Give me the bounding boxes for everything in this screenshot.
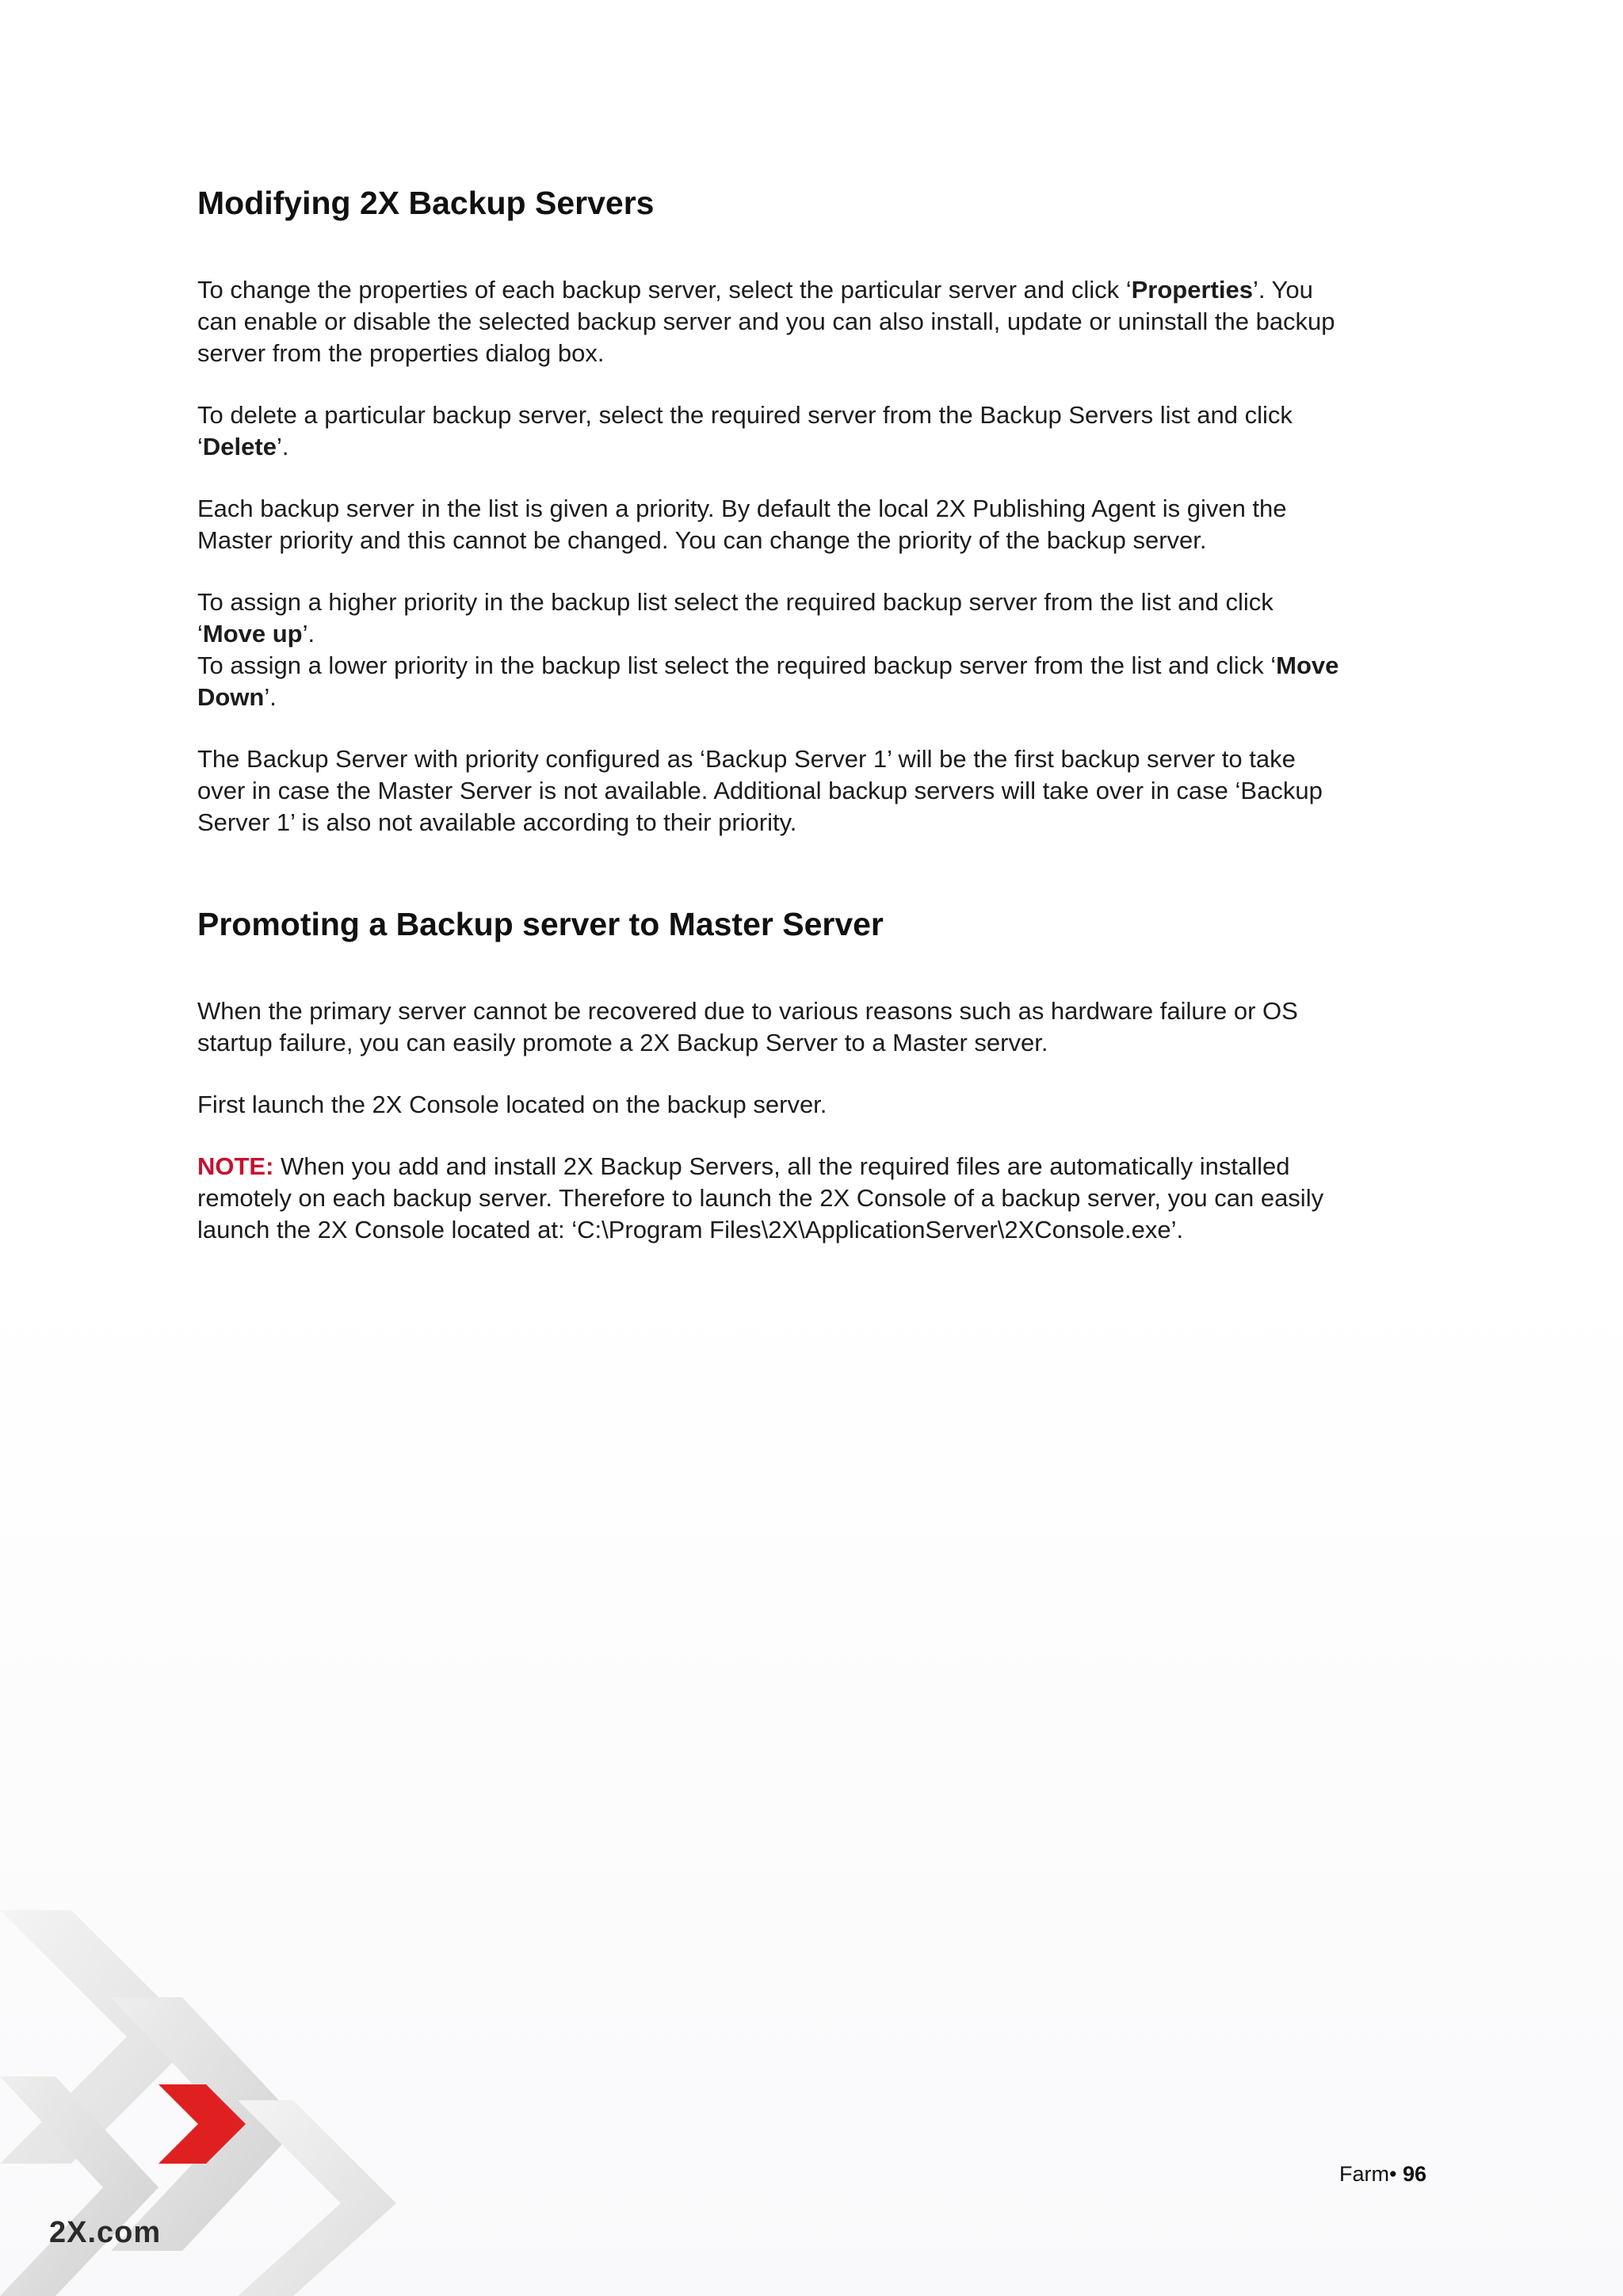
page-footer bbox=[1339, 2162, 1426, 2187]
note-label: NOTE: bbox=[197, 1152, 274, 1180]
paragraph-text: ’. bbox=[276, 433, 289, 460]
paragraph-text: To assign a higher priority in the backup list select the required backup server from the list and click ‘ bbox=[197, 588, 1274, 648]
paragraph-text: ’. bbox=[302, 620, 315, 648]
section-title-modifying: Modifying 2X Backup Servers bbox=[197, 185, 655, 221]
paragraph-text: ’. You can enable or disable the selected backup server and you can also install, update or uninstall the backup server from the properties dialog box. bbox=[197, 276, 1335, 367]
footer-section: Farm bbox=[1339, 2162, 1389, 2186]
paragraph-move bbox=[197, 586, 1346, 713]
page-number: 96 bbox=[1402, 2162, 1427, 2186]
section-title-promoting: Promoting a Backup server to Master Server bbox=[197, 906, 884, 942]
paragraph-text: To assign a lower priority in the backup list select the required backup server from the list and click ‘ bbox=[197, 651, 1277, 679]
move-down-keyword: Move Down bbox=[197, 651, 1339, 711]
delete-keyword: Delete bbox=[202, 433, 277, 460]
paragraph-delete bbox=[197, 399, 1346, 463]
paragraph-text: ’. bbox=[264, 683, 277, 711]
paragraph-text: To delete a particular backup server, select the required server from the Backup Servers list and click ‘ bbox=[197, 401, 1293, 460]
paragraph-launch-console: First launch the 2X Console located on the backup server. bbox=[197, 1091, 827, 1118]
paragraph-backup-server-1: The Backup Server with priority configured as ‘Backup Server 1’ will be the first backup server to take over in case the Master Server is not available. Additional backup servers will take over in case ‘Backup Server 1’ is also not available according to their priority. bbox=[197, 745, 1323, 836]
paragraph-text: When you add and install 2X Backup Servers, all the required files are automatically installed remotely on each backup server. Therefore to launch the 2X Console of a backup server, you can easily launch the 2X Console located at: ‘C:\Program Files\2X\ApplicationServer\2XConsole.exe’. bbox=[197, 1152, 1324, 1244]
move-up-keyword: Move up bbox=[202, 620, 303, 648]
brand-name: 2X bbox=[49, 2216, 88, 2249]
paragraph-note bbox=[197, 1151, 1346, 1246]
paragraph-properties bbox=[197, 274, 1346, 369]
paragraph-primary-server: When the primary server cannot be recovered due to various reasons such as hardware failure or OS startup failure, you can easily promote a 2X Backup Server to a Master server. bbox=[197, 997, 1298, 1056]
paragraph-priority: Each backup server in the list is given a priority. By default the local 2X Publishing Agent is given the Master priority and this cannot be changed. You can change the priority of the backup server. bbox=[197, 495, 1287, 554]
footer-bullet: • bbox=[1389, 2162, 1403, 2186]
properties-keyword: Properties bbox=[1131, 276, 1253, 304]
brand-logo bbox=[49, 2216, 161, 2250]
document-body bbox=[197, 181, 1346, 1246]
brand-domain: .com bbox=[87, 2216, 162, 2249]
paragraph-text: To change the properties of each backup server, select the particular server and click ‘ bbox=[197, 276, 1132, 304]
